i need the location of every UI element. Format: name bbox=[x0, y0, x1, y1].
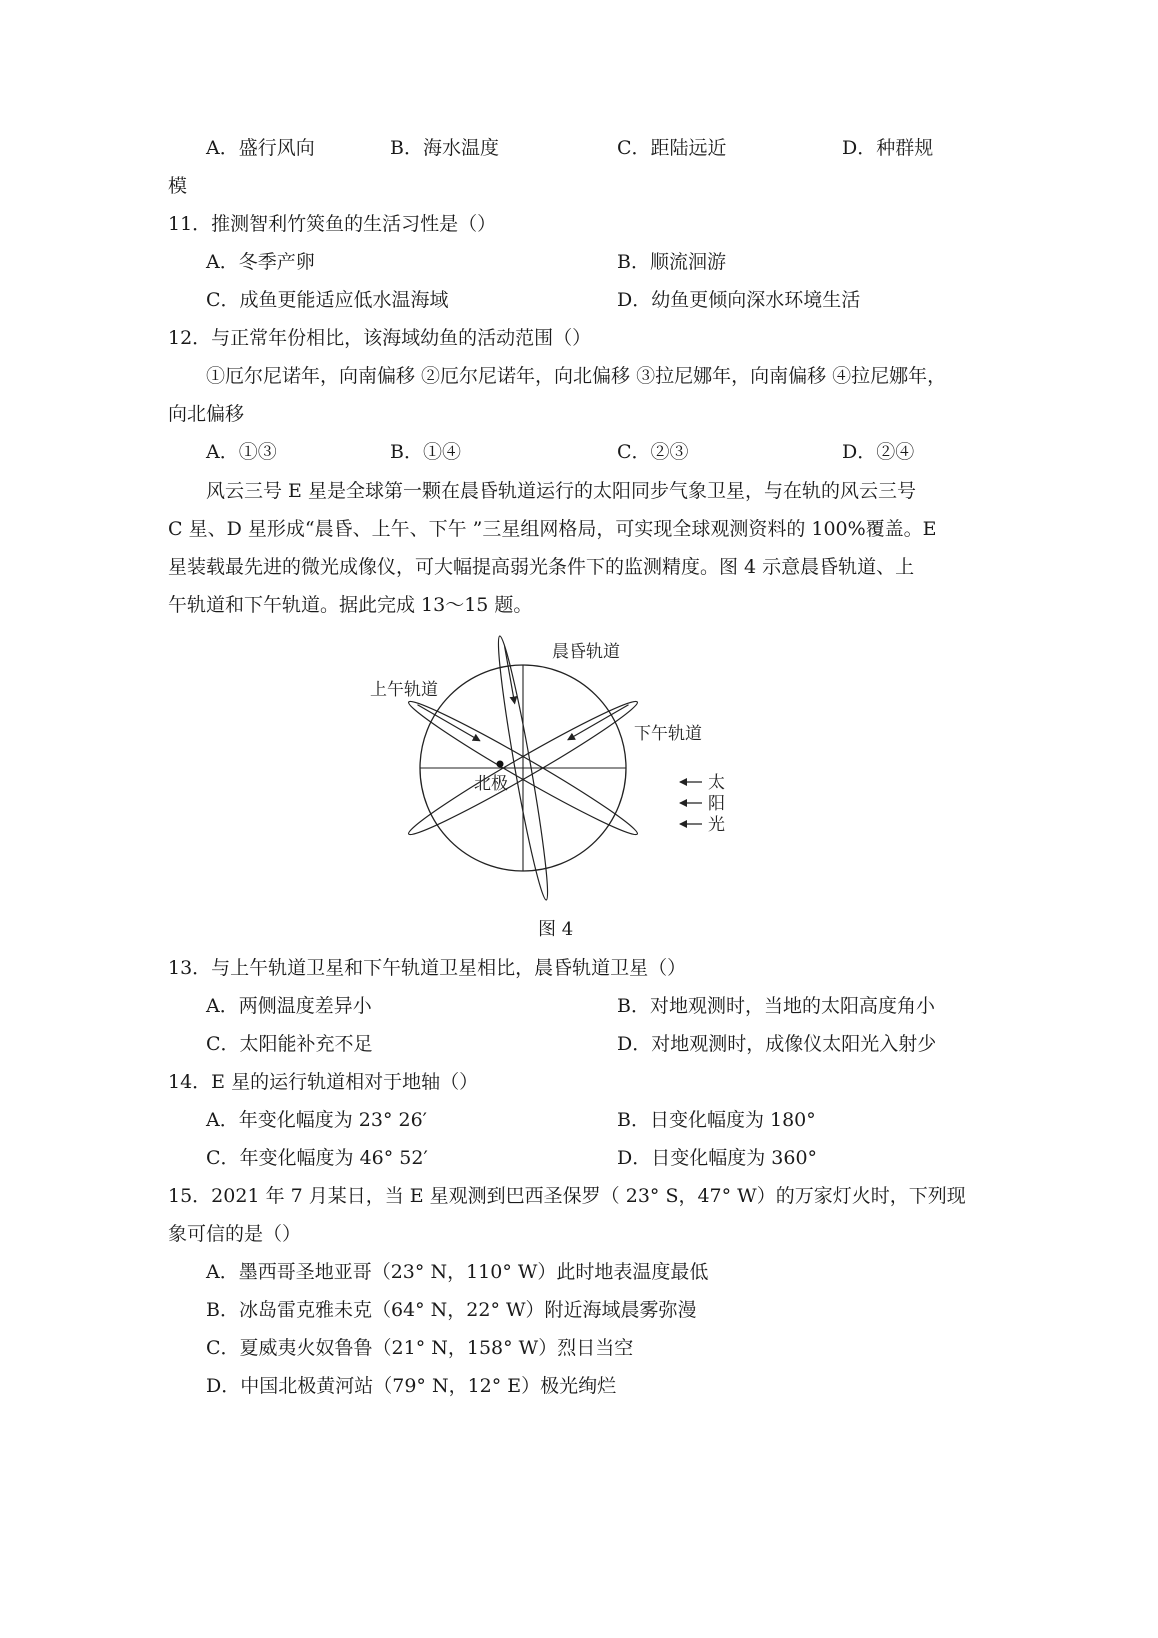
q13-option-a: A．两侧温度差异小 bbox=[206, 995, 372, 1017]
q11-option-a: A．冬季产卵 bbox=[206, 251, 315, 273]
q15-option-c: C．夏威夷火奴鲁鲁（21° N，158° W）烈日当空 bbox=[206, 1337, 634, 1359]
sunlight-char-3: 光 bbox=[708, 815, 725, 835]
sunlight-indicator bbox=[680, 773, 725, 835]
label-dawn-dusk-orbit: 晨昏轨道 bbox=[552, 642, 620, 662]
north-pole-dot bbox=[497, 761, 504, 768]
q14-option-b: B．日变化幅度为 180° bbox=[617, 1109, 816, 1131]
label-morning-orbit: 上午轨道 bbox=[370, 680, 438, 700]
q14-option-c: C．年变化幅度为 46° 52′ bbox=[206, 1147, 428, 1169]
passage-line-1: 风云三号 E 星是全球第一颗在晨昏轨道运行的太阳同步气象卫星，与在轨的风云三号 bbox=[206, 480, 916, 502]
q13-option-c: C．太阳能补充不足 bbox=[206, 1033, 373, 1055]
q12-statements: ①厄尔尼诺年，向南偏移 ②厄尔尼诺年，向北偏移 ③拉尼娜年，向南偏移 ④拉尼娜年， bbox=[206, 365, 947, 387]
q10-option-c: C．距陆远近 bbox=[617, 137, 727, 159]
q12-option-b: B．①④ bbox=[390, 441, 461, 463]
q15-option-b: B．冰岛雷克雅未克（64° N，22° W）附近海域晨雾弥漫 bbox=[206, 1299, 697, 1321]
q12-option-a: A．①③ bbox=[206, 441, 277, 463]
q12-statements-wrap: 向北偏移 bbox=[168, 403, 245, 425]
passage-line-2: C 星、D 星形成“晨昏、上午、下午 ”三星组网格局，可实现全球观测资料的 100%覆盖。E bbox=[168, 518, 937, 540]
q13-option-b: B．对地观测时，当地的太阳高度角小 bbox=[617, 995, 935, 1017]
passage-line-4: 午轨道和下午轨道。据此完成 13～15 题。 bbox=[168, 594, 533, 616]
q12-stem: 12．与正常年份相比，该海域幼鱼的活动范围（） bbox=[168, 327, 592, 349]
q15-option-d: D．中国北极黄河站（79° N，12° E）极光绚烂 bbox=[206, 1375, 617, 1397]
q14-option-d: D．日变化幅度为 360° bbox=[617, 1147, 818, 1169]
figure-caption: 图 4 bbox=[538, 919, 574, 940]
q15-stem: 15．2021 年 7 月某日，当 E 星观测到巴西圣保罗（ 23° S，47° W）的万家灯火时，下列现 bbox=[168, 1185, 966, 1207]
q15-stem-wrap: 象可信的是（） bbox=[168, 1223, 302, 1245]
q10-option-b: B．海水温度 bbox=[390, 137, 499, 159]
q15-option-a: A．墨西哥圣地亚哥（23° N，110° W）此时地表温度最低 bbox=[206, 1261, 709, 1283]
label-north-pole: 北极 bbox=[474, 774, 508, 794]
orbit-diagram bbox=[360, 642, 780, 950]
q12-option-d: D．②④ bbox=[842, 441, 915, 463]
passage-line-3: 星装载最先进的微光成像仪，可大幅提高弱光条件下的监测精度。图 4 示意晨昏轨道、上 bbox=[168, 556, 915, 578]
sunlight-char-1: 太 bbox=[708, 773, 725, 793]
q11-option-d: D．幼鱼更倾向深水环境生活 bbox=[617, 289, 861, 311]
q10-option-a: A．盛行风向 bbox=[206, 137, 315, 159]
sunlight-char-2: 阳 bbox=[708, 794, 725, 814]
q10-option-d-wrap: 模 bbox=[168, 175, 188, 197]
q13-stem: 13．与上午轨道卫星和下午轨道卫星相比，晨昏轨道卫星（） bbox=[168, 957, 687, 979]
q11-option-b: B．顺流洄游 bbox=[617, 251, 726, 273]
q14-stem: 14．E 星的运行轨道相对于地轴（） bbox=[168, 1071, 479, 1093]
q10-option-d: D．种群规 bbox=[842, 137, 934, 159]
q13-option-d: D．对地观测时，成像仪太阳光入射少 bbox=[617, 1033, 937, 1055]
q11-stem: 11．推测智利竹筴鱼的生活习性是（） bbox=[168, 213, 497, 235]
q14-option-a: A．年变化幅度为 23° 26′ bbox=[206, 1109, 427, 1131]
label-afternoon-orbit: 下午轨道 bbox=[634, 724, 702, 744]
q12-option-c: C．②③ bbox=[617, 441, 689, 463]
q11-option-c: C．成鱼更能适应低水温海域 bbox=[206, 289, 449, 311]
